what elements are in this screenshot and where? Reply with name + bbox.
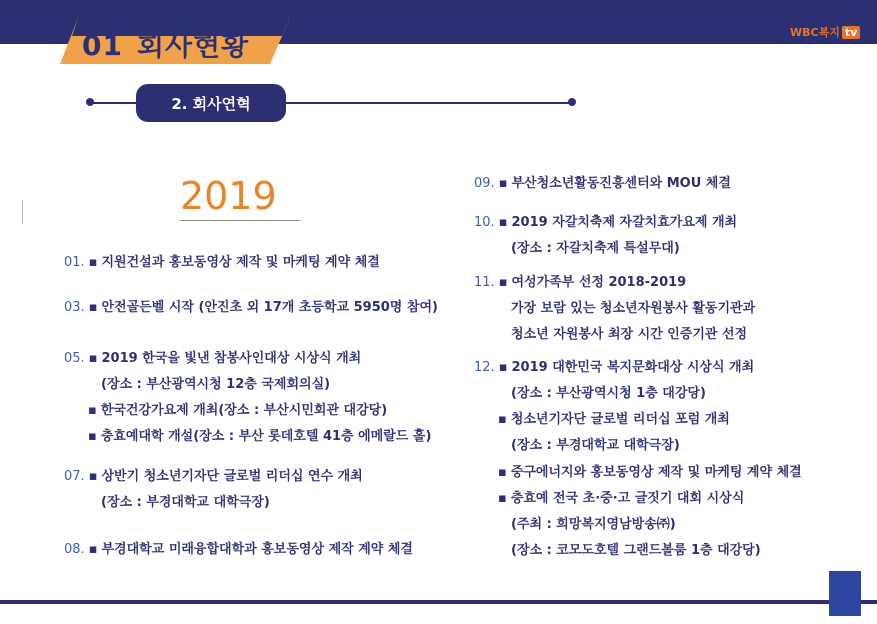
year-heading: 2019 xyxy=(180,174,277,218)
history-detail: (장소 : 부경대학교 대학극장) xyxy=(101,495,270,510)
page-title xyxy=(82,24,249,64)
history-item: 05. ▪ 2019 한국을 빛낸 참봉사인대상 시상식 개최 xyxy=(64,351,362,366)
history-detail: (장소 : 자갈치축제 특설무대) xyxy=(511,241,680,256)
history-detail: 가장 보람 있는 청소년자원봉사 활동기관과 xyxy=(511,301,756,316)
brand-logo xyxy=(790,24,860,40)
left-edge-mark xyxy=(22,200,23,224)
history-detail: 청소년 자원봉사 최장 시간 인증기관 선정 xyxy=(511,327,748,342)
history-item: 12. ▪ 2019 대한민국 복지문화대상 시상식 개최 xyxy=(474,360,755,375)
history-item: 01. ▪ 지원건설과 홍보동영상 제작 및 마케팅 계약 체결 xyxy=(64,255,380,270)
history-detail: (장소 : 부산광역시청 1층 대강당) xyxy=(511,386,706,401)
subtitle-pill: 2. 회사연혁 xyxy=(136,84,286,122)
history-item: ▪ 한국건강가요제 개최(장소 : 부산시민회관 대강당) xyxy=(88,403,388,418)
subtitle-line-dot-left xyxy=(86,98,94,106)
history-item: 11. ▪ 여성가족부 선정 2018-2019 xyxy=(474,275,687,290)
history-item: ▪ 청소년기자단 글로벌 리더십 포럼 개최 xyxy=(498,412,730,427)
history-detail: (장소 : 코모도호텔 그랜드볼룸 1층 대강당) xyxy=(511,543,761,558)
history-detail: (장소 : 부경대학교 대학극장) xyxy=(511,438,680,453)
section-number: 01 xyxy=(82,29,123,62)
history-item: ▪ 충효예대학 개설(장소 : 부산 롯데호텔 41층 에메랄드 홀) xyxy=(88,429,432,444)
history-item: 09. ▪ 부산청소년활동진흥센터와 MOU 체결 xyxy=(474,176,731,191)
logo-tv: tv xyxy=(842,26,860,39)
logo-text: WBC복지 xyxy=(790,26,840,39)
history-item: 08. ▪ 부경대학교 미래융합대학과 홍보동영상 제작 계약 체결 xyxy=(64,542,413,557)
history-item: 07. ▪ 상반기 청소년기자단 글로벌 리더십 연수 개최 xyxy=(64,469,363,484)
history-item: 03. ▪ 안전골든벨 시작 (안진초 외 17개 초등학교 5950명 참여) xyxy=(64,300,438,315)
bottom-bar xyxy=(0,600,877,604)
subtitle-line-dot-right xyxy=(568,98,576,106)
history-detail: (장소 : 부산광역시청 12층 국제회의실) xyxy=(101,377,331,392)
history-item: ▪ 충효예 전국 초·중·고 글짓기 대회 시상식 xyxy=(498,491,745,506)
section-title: 회사현황 xyxy=(136,29,250,62)
history-item: ▪ 중구에너지와 홍보동영상 제작 및 마케팅 계약 체결 xyxy=(498,465,802,480)
history-detail: (주최 : 희망복지영남방송㈜) xyxy=(511,517,676,532)
bottom-corner-block xyxy=(829,571,861,616)
history-item: 10. ▪ 2019 자갈치축제 자갈치효가요제 개최 xyxy=(474,215,738,230)
year-underline xyxy=(180,220,300,221)
